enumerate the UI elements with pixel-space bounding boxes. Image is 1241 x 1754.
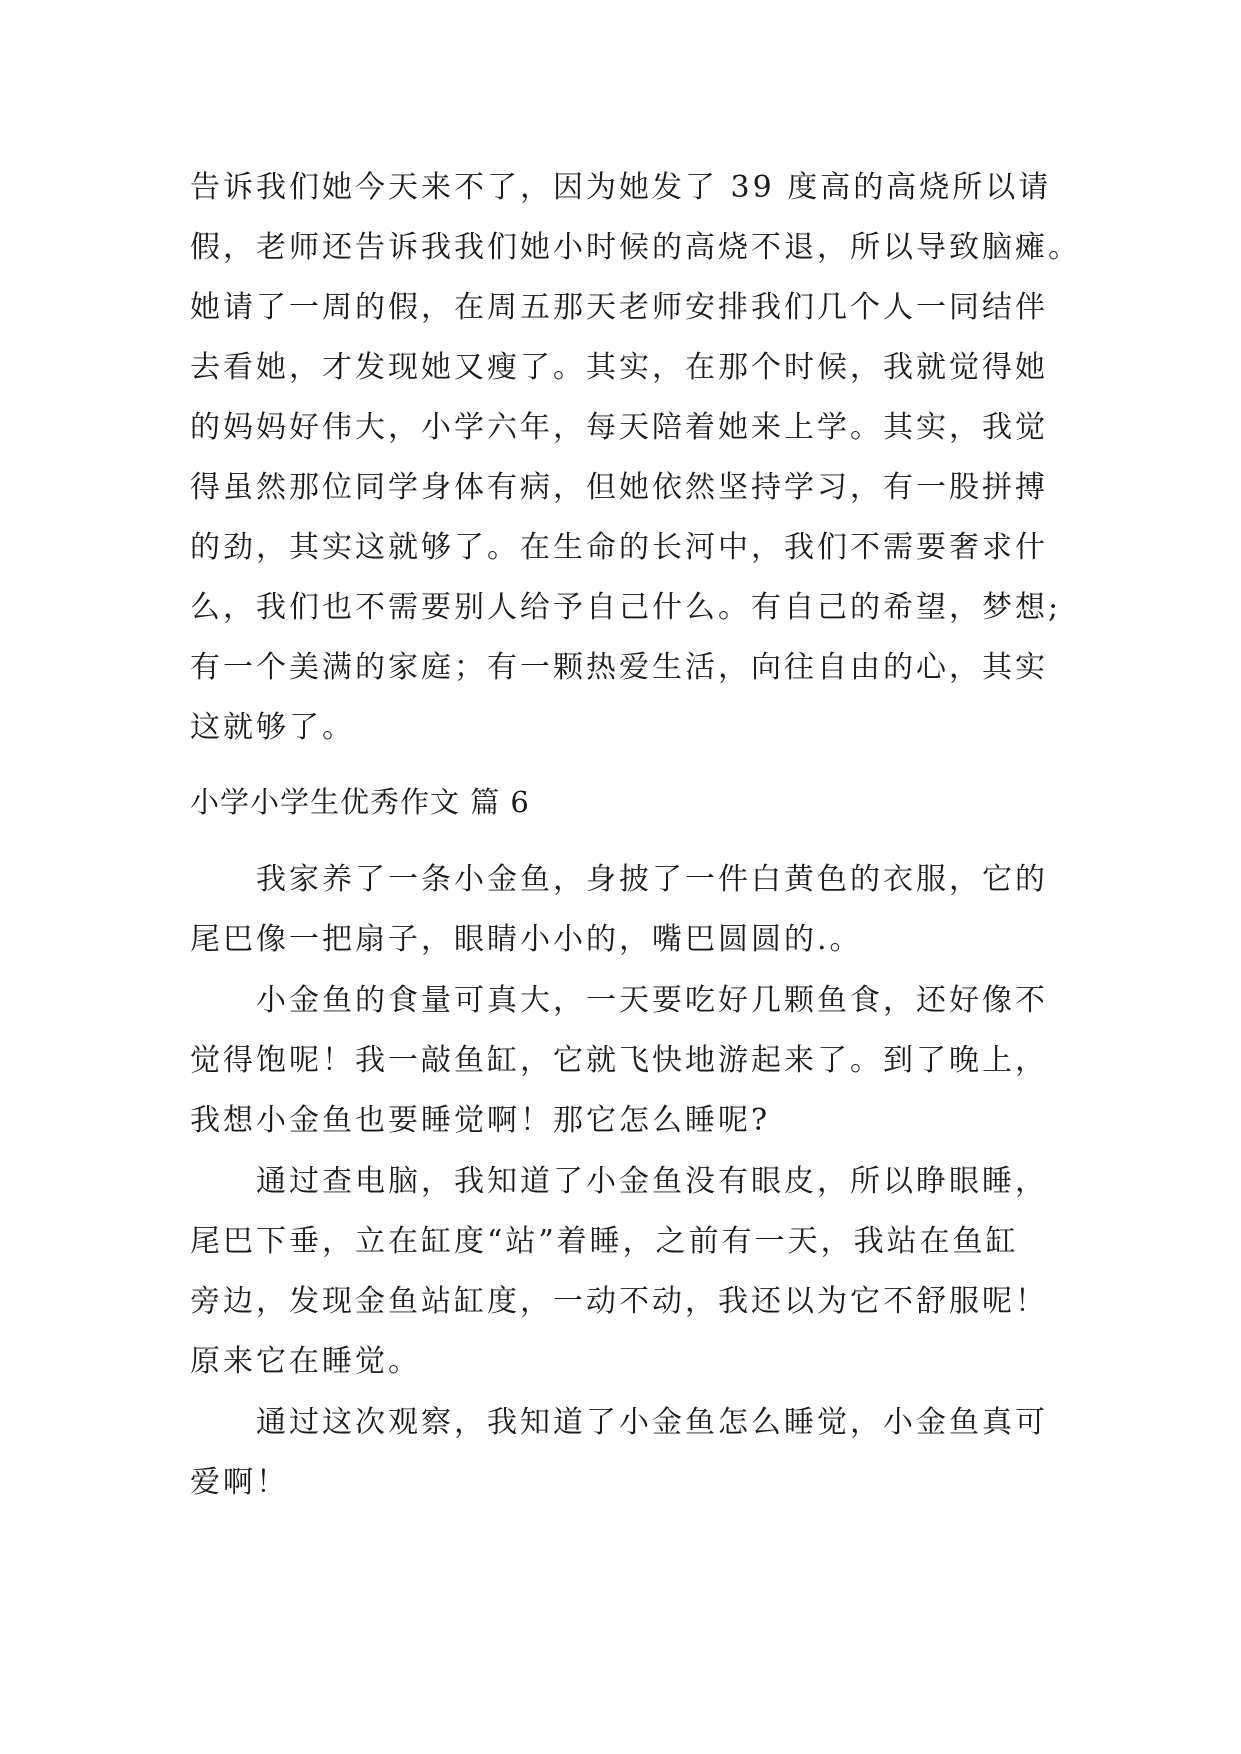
paragraph-line: 通过查电脑，我知道了小金鱼没有眼皮，所以睁眼睡，	[256, 1164, 1048, 1199]
paragraph-line: 通过这次观察，我知道了小金鱼怎么睡觉，小金鱼真可	[256, 1405, 1048, 1440]
text-line: 有一个美满的家庭；有一颗热爱生活，向往自由的心，其实	[190, 650, 1048, 685]
paragraph-line: 小金鱼的食量可真大，一天要吃好几颗鱼食，还好像不	[256, 983, 1048, 1018]
text-line: 的劲，其实这就够了。在生命的长河中，我们不需要奢求什	[190, 530, 1048, 565]
text-line: 的妈妈好伟大，小学六年，每天陪着她来上学。其实，我觉	[190, 410, 1048, 445]
paragraph-line: 旁边，发现金鱼站缸度，一动不动，我还以为它不舒服呢！	[190, 1284, 1048, 1319]
text-line: 么，我们也不需要别人给予自己什么。有自己的希望，梦想;	[190, 590, 1062, 625]
paragraph-line: 我想小金鱼也要睡觉啊！那它怎么睡呢?	[190, 1103, 771, 1138]
paragraph-line: 觉得饱呢！我一敲鱼缸，它就飞快地游起来了。到了晚上，	[190, 1043, 1048, 1078]
paragraph-line: 原来它在睡觉。	[190, 1344, 421, 1379]
paragraph-line: 尾巴像一把扇子，眼睛小小的，嘴巴圆圆的.。	[190, 922, 863, 957]
paragraph-line: 我家养了一条小金鱼，身披了一件白黄色的衣服，它的	[256, 862, 1048, 897]
paragraph-line: 爱啊！	[190, 1465, 289, 1500]
text-line: 她请了一周的假，在周五那天老师安排我们几个人一同结伴	[190, 290, 1048, 325]
text-line: 这就够了。	[190, 710, 355, 745]
paragraph-line: 尾巴下垂，立在缸度“站”着睡，之前有一天，我站在鱼缸	[190, 1224, 1019, 1259]
text-line: 告诉我们她今天来不了，因为她发了 39 度高的高烧所以请	[190, 170, 1052, 205]
text-line: 去看她，才发现她又瘦了。其实，在那个时候，我就觉得她	[190, 350, 1048, 385]
text-line: 得虽然那位同学身体有病，但她依然坚持学习，有一股拼搏	[190, 470, 1048, 505]
section-heading: 小学小学生优秀作文 篇 6	[190, 785, 530, 819]
text-line: 假，老师还告诉我我们她小时候的高烧不退，所以导致脑瘫。	[190, 230, 1081, 265]
